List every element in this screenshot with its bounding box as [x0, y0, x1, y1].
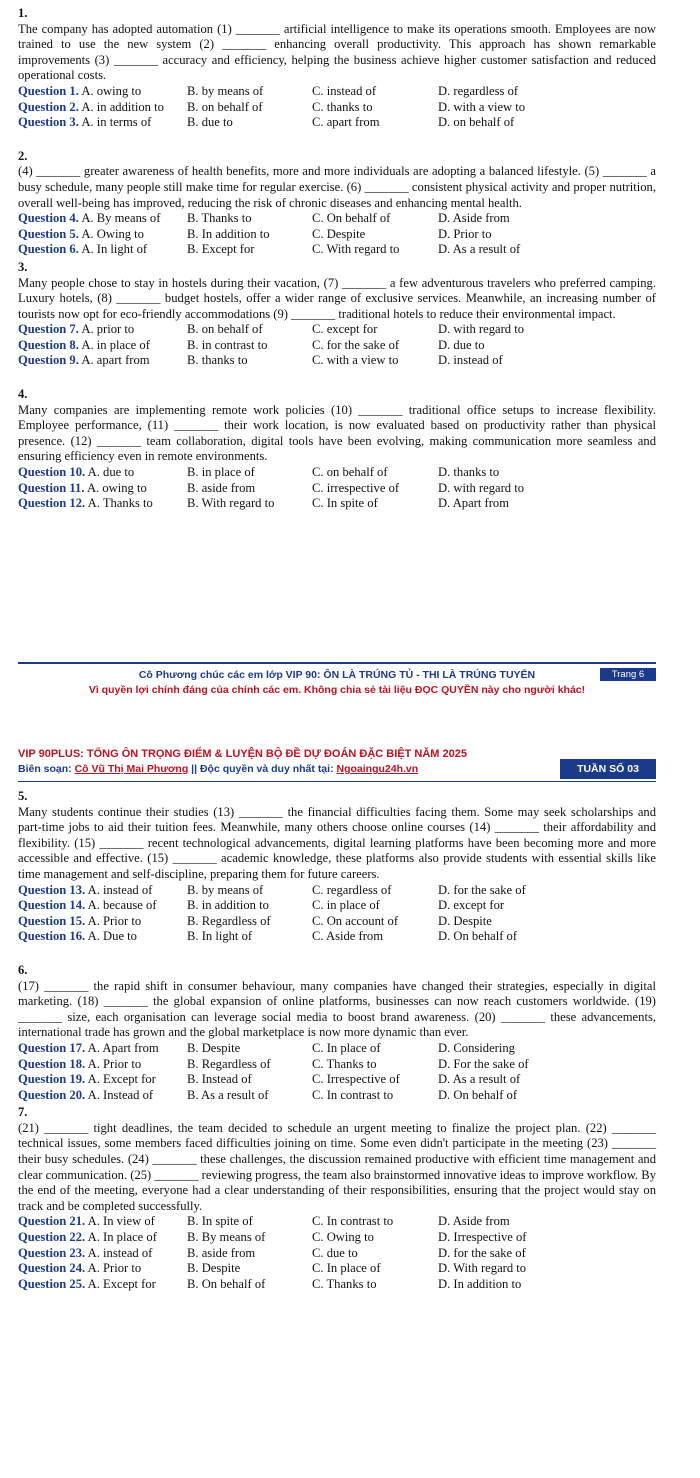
editor-name[interactable]: Cô Vũ Thị Mai Phương: [74, 763, 189, 775]
section-number: 3.: [18, 259, 28, 274]
passage-text: (4) _______ greater awareness of health benefits, more and more individuals are adopting a balanced lifestyle. (5) _______ a busy schedule, many people still make time for regular exercise. (6) _______ consistent physical activity and proper nutrition, overall well-being has improved, reducing the risk of chronic diseases and enhancing mental health.: [18, 164, 656, 210]
option-b[interactable]: B. In addition to: [187, 226, 270, 241]
option-a[interactable]: A. In view of: [87, 1214, 155, 1229]
question-label: Question 7.: [18, 322, 79, 337]
question-label: Question 8.: [18, 337, 79, 352]
option-a[interactable]: A. instead of: [87, 882, 153, 897]
section-number: 6.: [18, 962, 28, 977]
passage-text: (21) _______ tight deadlines, the team decided to schedule an urgent meeting to finalize the project plan. (22) _______ technical issues, some members faced difficulties joining on time. Some even didn't participate in the meeting (23) _______ their busy schedules. (24) _______ these challenges, the discussion remained productive with efficient time management and clear communication. (25) _______ reviewing progress, the team also brainstormed innovative ideas to improve workflow. By the end of the meeting, everyone had a clear understanding of their responsibilities, ensuring that the project would stay on track and be completed successfully.: [18, 1120, 656, 1213]
option-b[interactable]: B. on behalf of: [187, 322, 263, 337]
option-b[interactable]: B. Thanks to: [187, 211, 252, 226]
question-row: [18, 929, 656, 945]
course-title: VIP 90PLUS: TỔNG ÔN TRỌNG ĐIỂM & LUYỆN BỘ ĐỀ DỰ ĐOÁN ĐẶC BIỆT NĂM 2025: [18, 748, 467, 760]
option-a[interactable]: A. in place of: [81, 337, 150, 352]
question-label: Question 2.: [18, 99, 79, 114]
question-row: [18, 353, 656, 369]
question-row: [18, 1230, 656, 1246]
option-d[interactable]: D. with regard to: [438, 480, 525, 495]
question-label: Question 14.: [18, 898, 86, 913]
question-label: Question 16.: [18, 929, 86, 944]
option-d[interactable]: D. regardless of: [438, 83, 519, 98]
question-label: Question 10.: [18, 465, 86, 480]
option-a[interactable]: A. Due to: [87, 929, 137, 944]
option-d[interactable]: D. With regard to: [438, 1261, 527, 1276]
option-d[interactable]: D. with a view to: [438, 99, 526, 114]
option-c[interactable]: C. Despite: [312, 226, 366, 241]
option-a[interactable]: A. Prior to: [87, 1056, 142, 1071]
option-c[interactable]: C. apart from: [312, 115, 380, 130]
question-row: [18, 115, 656, 131]
site-link[interactable]: Ngoaingu24h.vn: [336, 763, 419, 775]
option-c[interactable]: C. On behalf of: [312, 211, 391, 226]
question-row: [18, 227, 656, 243]
option-b[interactable]: B. due to: [187, 115, 233, 130]
option-b[interactable]: B. In light of: [187, 929, 253, 944]
passage-section: [18, 1105, 656, 1292]
question-row: [18, 211, 656, 227]
option-c[interactable]: C. except for: [312, 322, 378, 337]
question-label: Question 22.: [18, 1230, 86, 1245]
option-c[interactable]: C. On account of: [312, 913, 399, 928]
option-c[interactable]: C. with a view to: [312, 353, 399, 368]
question-label: Question 23.: [18, 1245, 86, 1260]
page-badge: Trang 6: [600, 668, 656, 681]
section-number: 1.: [18, 6, 28, 20]
option-d[interactable]: D. thanks to: [438, 465, 500, 480]
option-a[interactable]: A. Owing to: [81, 226, 144, 241]
option-c[interactable]: C. Irrespective of: [312, 1072, 400, 1087]
question-label: Question 3.: [18, 115, 79, 130]
question-row: [18, 898, 656, 914]
question-row: [18, 1214, 656, 1230]
question-row: [18, 1277, 656, 1293]
footer-slogan: Cô Phương chúc các em lớp VIP 90: ÔN LÀ TRÚNG TỦ - THI LÀ TRÚNG TUYỂN: [138, 669, 536, 681]
section-number: 2.: [18, 148, 28, 163]
footer-divider: [18, 662, 656, 664]
option-c[interactable]: C. Thanks to: [312, 1276, 377, 1291]
question-label: Question 5.: [18, 226, 79, 241]
question-label: Question 11.: [18, 480, 85, 495]
question-label: Question 18.: [18, 1056, 86, 1071]
question-row: [18, 1041, 656, 1057]
option-b[interactable]: B. aside from: [187, 480, 256, 495]
option-c[interactable]: C. Owing to: [312, 1230, 374, 1245]
option-b[interactable]: B. Regardless of: [187, 913, 271, 928]
question-row: [18, 100, 656, 116]
week-badge: TUẦN SỐ 03: [560, 759, 656, 779]
option-d[interactable]: D. As a result of: [438, 1072, 521, 1087]
question-row: [18, 496, 656, 512]
question-label: Question 17.: [18, 1040, 86, 1055]
passage-text: The company has adopted automation (1) _______ artificial intelligence to make its operations smooth. Employees are now trained to use the new system (2) _______ enhancing overall productivity. This approach has shown remarkable improvements (3) _______ accuracy and efficiency, helping the business achieve higher customer satisfaction and reduced operational costs.: [18, 21, 656, 83]
option-a[interactable]: A. In light of: [81, 242, 148, 257]
option-b[interactable]: B. As a result of: [187, 1087, 269, 1102]
option-d[interactable]: D. For the sake of: [438, 1056, 529, 1071]
question-label: Question 25.: [18, 1276, 86, 1291]
section-number: 5.: [18, 789, 28, 803]
header-divider: [18, 781, 656, 782]
option-a[interactable]: A. because of: [87, 898, 157, 913]
option-d[interactable]: D. On behalf of: [438, 1087, 518, 1102]
option-d[interactable]: D. Aside from: [438, 211, 510, 226]
option-c[interactable]: C. instead of: [312, 83, 377, 98]
passage-section: [18, 6, 656, 131]
editor-mid: || Độc quyền và duy nhất tại:: [188, 763, 337, 775]
question-label: Question 21.: [18, 1214, 86, 1229]
option-d[interactable]: D. Irrespective of: [438, 1230, 527, 1245]
question-label: Question 6.: [18, 242, 79, 257]
question-row: [18, 1057, 656, 1073]
option-b[interactable]: B. on behalf of: [187, 99, 263, 114]
option-d[interactable]: D. Despite: [438, 913, 492, 928]
section-number: 4.: [18, 387, 28, 402]
option-a[interactable]: A. due to: [87, 465, 135, 480]
option-b[interactable]: B. Except for: [187, 242, 255, 257]
question-row: [18, 1246, 656, 1262]
option-a[interactable]: A. In place of: [87, 1230, 157, 1245]
question-row: [18, 242, 656, 258]
option-d[interactable]: D. except for: [438, 898, 505, 913]
passage-text: Many students continue their studies (13) _______ the financial difficulties facing them. Some may seek scholarships and part-time jobs to aid their tuition fees. Meanwhile, many others choose online courses (14) _______ their affordability and flexibility. (15) _______ recent technological advancements, digital learning platforms have been becoming more and more accessible and effective. (15) _______ academic knowledge, these platforms also provide students with essential skills like time management and self-discipline, preparing them for future careers.: [18, 804, 656, 881]
option-d[interactable]: D. Apart from: [438, 496, 509, 511]
option-c[interactable]: C. in place of: [312, 898, 380, 913]
question-label: Question 12.: [18, 496, 86, 511]
option-a[interactable]: A. Thanks to: [87, 496, 153, 511]
question-row: [18, 338, 656, 354]
question-row: [18, 84, 656, 100]
option-a[interactable]: A. By means of: [81, 211, 161, 226]
option-a[interactable]: A. Prior to: [87, 1261, 142, 1276]
option-a[interactable]: A. in addition to: [81, 99, 164, 114]
option-c[interactable]: C. Thanks to: [312, 1056, 377, 1071]
question-row: [18, 883, 656, 899]
option-b[interactable]: B. Instead of: [187, 1072, 252, 1087]
question-row: [18, 914, 656, 930]
footer-copyright: Vì quyền lợi chính đáng của chính các em. Không chia sẻ tài liệu ĐỌC QUYỀN này cho người khác!: [88, 684, 586, 696]
option-c[interactable]: C. In contrast to: [312, 1214, 394, 1229]
option-d[interactable]: D. In addition to: [438, 1276, 522, 1291]
option-a[interactable]: A. owing to: [81, 83, 142, 98]
option-a[interactable]: A. Instead of: [87, 1087, 154, 1102]
option-c[interactable]: C. In contrast to: [312, 1087, 394, 1102]
question-label: Question 4.: [18, 211, 79, 226]
option-a[interactable]: A. owing to: [86, 480, 147, 495]
section-number: 7.: [18, 1105, 28, 1120]
passage-section: [18, 789, 656, 945]
option-d[interactable]: D. on behalf of: [438, 115, 515, 130]
passage-section: [18, 963, 656, 1103]
question-row: [18, 1088, 656, 1104]
option-b[interactable]: B. Despite: [187, 1261, 241, 1276]
passage-section: [18, 149, 656, 258]
option-b[interactable]: B. aside from: [187, 1245, 256, 1260]
option-a[interactable]: A. Except for: [87, 1276, 156, 1291]
option-d[interactable]: D. Considering: [438, 1040, 515, 1055]
question-label: Question 13.: [18, 882, 86, 897]
question-label: Question 15.: [18, 913, 86, 928]
option-a[interactable]: A. Prior to: [87, 913, 142, 928]
option-d[interactable]: D. with regard to: [438, 322, 525, 337]
passage-text: (17) _______ the rapid shift in consumer behaviour, many companies have changed their strategies, especially in digital marketing. (18) _______ the global expansion of online platforms, businesses can now reach customers worldwide. (19) _______ size, each organisation can leverage social media to boost brand awareness. (20) _______ these advancements, international trade has grown and the global marketplace is now more dynamic than ever.: [18, 978, 656, 1040]
option-d[interactable]: D. instead of: [438, 353, 503, 368]
question-row: [18, 322, 656, 338]
option-b[interactable]: B. in contrast to: [187, 337, 268, 352]
option-a[interactable]: A. prior to: [81, 322, 135, 337]
option-c[interactable]: C. In place of: [312, 1040, 381, 1055]
option-d[interactable]: D. for the sake of: [438, 1245, 526, 1260]
option-b[interactable]: B. by means of: [187, 83, 264, 98]
option-a[interactable]: A. Except for: [87, 1072, 156, 1087]
question-row: [18, 1261, 656, 1277]
option-c[interactable]: C. for the sake of: [312, 337, 400, 352]
option-a[interactable]: A. Apart from: [87, 1040, 159, 1055]
question-row: [18, 481, 656, 497]
option-d[interactable]: D. On behalf of: [438, 929, 518, 944]
option-c[interactable]: C. With regard to: [312, 242, 400, 257]
option-c[interactable]: C. on behalf of: [312, 465, 388, 480]
passage-text: Many people chose to stay in hostels during their vacation, (7) _______ a few adventurous travelers who preferred camping. Luxury hotels, (8) _______ budget hostels, offer a wider range of exclusive services. Meanwhile, an increasing number of tourists now opt for eco-friendly accommodations (9) _______ traditional hotels to reduce their environmental impact.: [18, 275, 656, 321]
option-b[interactable]: B. With regard to: [187, 496, 275, 511]
option-d[interactable]: D. Aside from: [438, 1214, 510, 1229]
option-b[interactable]: B. by means of: [187, 882, 264, 897]
question-label: Question 20.: [18, 1087, 86, 1102]
question-row: [18, 465, 656, 481]
option-c[interactable]: C. In place of: [312, 1261, 381, 1276]
option-d[interactable]: D. Prior to: [438, 226, 492, 241]
option-c[interactable]: C. In spite of: [312, 496, 378, 511]
option-b[interactable]: B. thanks to: [187, 353, 248, 368]
option-d[interactable]: D. As a result of: [438, 242, 521, 257]
option-b[interactable]: B. Regardless of: [187, 1056, 271, 1071]
question-label: Question 19.: [18, 1072, 86, 1087]
option-c[interactable]: C. regardless of: [312, 882, 392, 897]
page-one: [18, 4, 656, 512]
option-d[interactable]: D. for the sake of: [438, 882, 526, 897]
option-c[interactable]: C. Aside from: [312, 929, 384, 944]
option-a[interactable]: A. in terms of: [81, 115, 152, 130]
option-c[interactable]: C. irrespective of: [312, 480, 400, 495]
option-b[interactable]: B. in addition to: [187, 898, 269, 913]
editor-line: [18, 762, 418, 778]
option-c[interactable]: C. due to: [312, 1245, 358, 1260]
option-c[interactable]: C. thanks to: [312, 99, 373, 114]
option-b[interactable]: B. Despite: [187, 1040, 241, 1055]
option-b[interactable]: B. In spite of: [187, 1214, 253, 1229]
question-label: Question 24.: [18, 1261, 86, 1276]
passage-section: [18, 387, 656, 512]
passage-text: Many companies are implementing remote work policies (10) _______ traditional office setups to increase flexibility. Employee performance, (11) _______ their work location, is now evaluated based on productivity rather than physical presence. (12) _______ team collaboration, digital tools have been evolving, making communication more seamless and ensuring efficiency even in remote environments.: [18, 402, 656, 464]
option-d[interactable]: D. due to: [438, 337, 485, 352]
page-two: [18, 787, 656, 1292]
passage-section: [18, 260, 656, 369]
option-b[interactable]: B. in place of: [187, 465, 255, 480]
option-b[interactable]: B. By means of: [187, 1230, 266, 1245]
question-label: Question 9.: [18, 353, 79, 368]
editor-prefix: Biên soạn:: [18, 763, 75, 775]
option-a[interactable]: A. instead of: [87, 1245, 153, 1260]
option-b[interactable]: B. On behalf of: [187, 1276, 266, 1291]
option-a[interactable]: A. apart from: [81, 353, 150, 368]
question-row: [18, 1072, 656, 1088]
question-label: Question 1.: [18, 83, 79, 98]
